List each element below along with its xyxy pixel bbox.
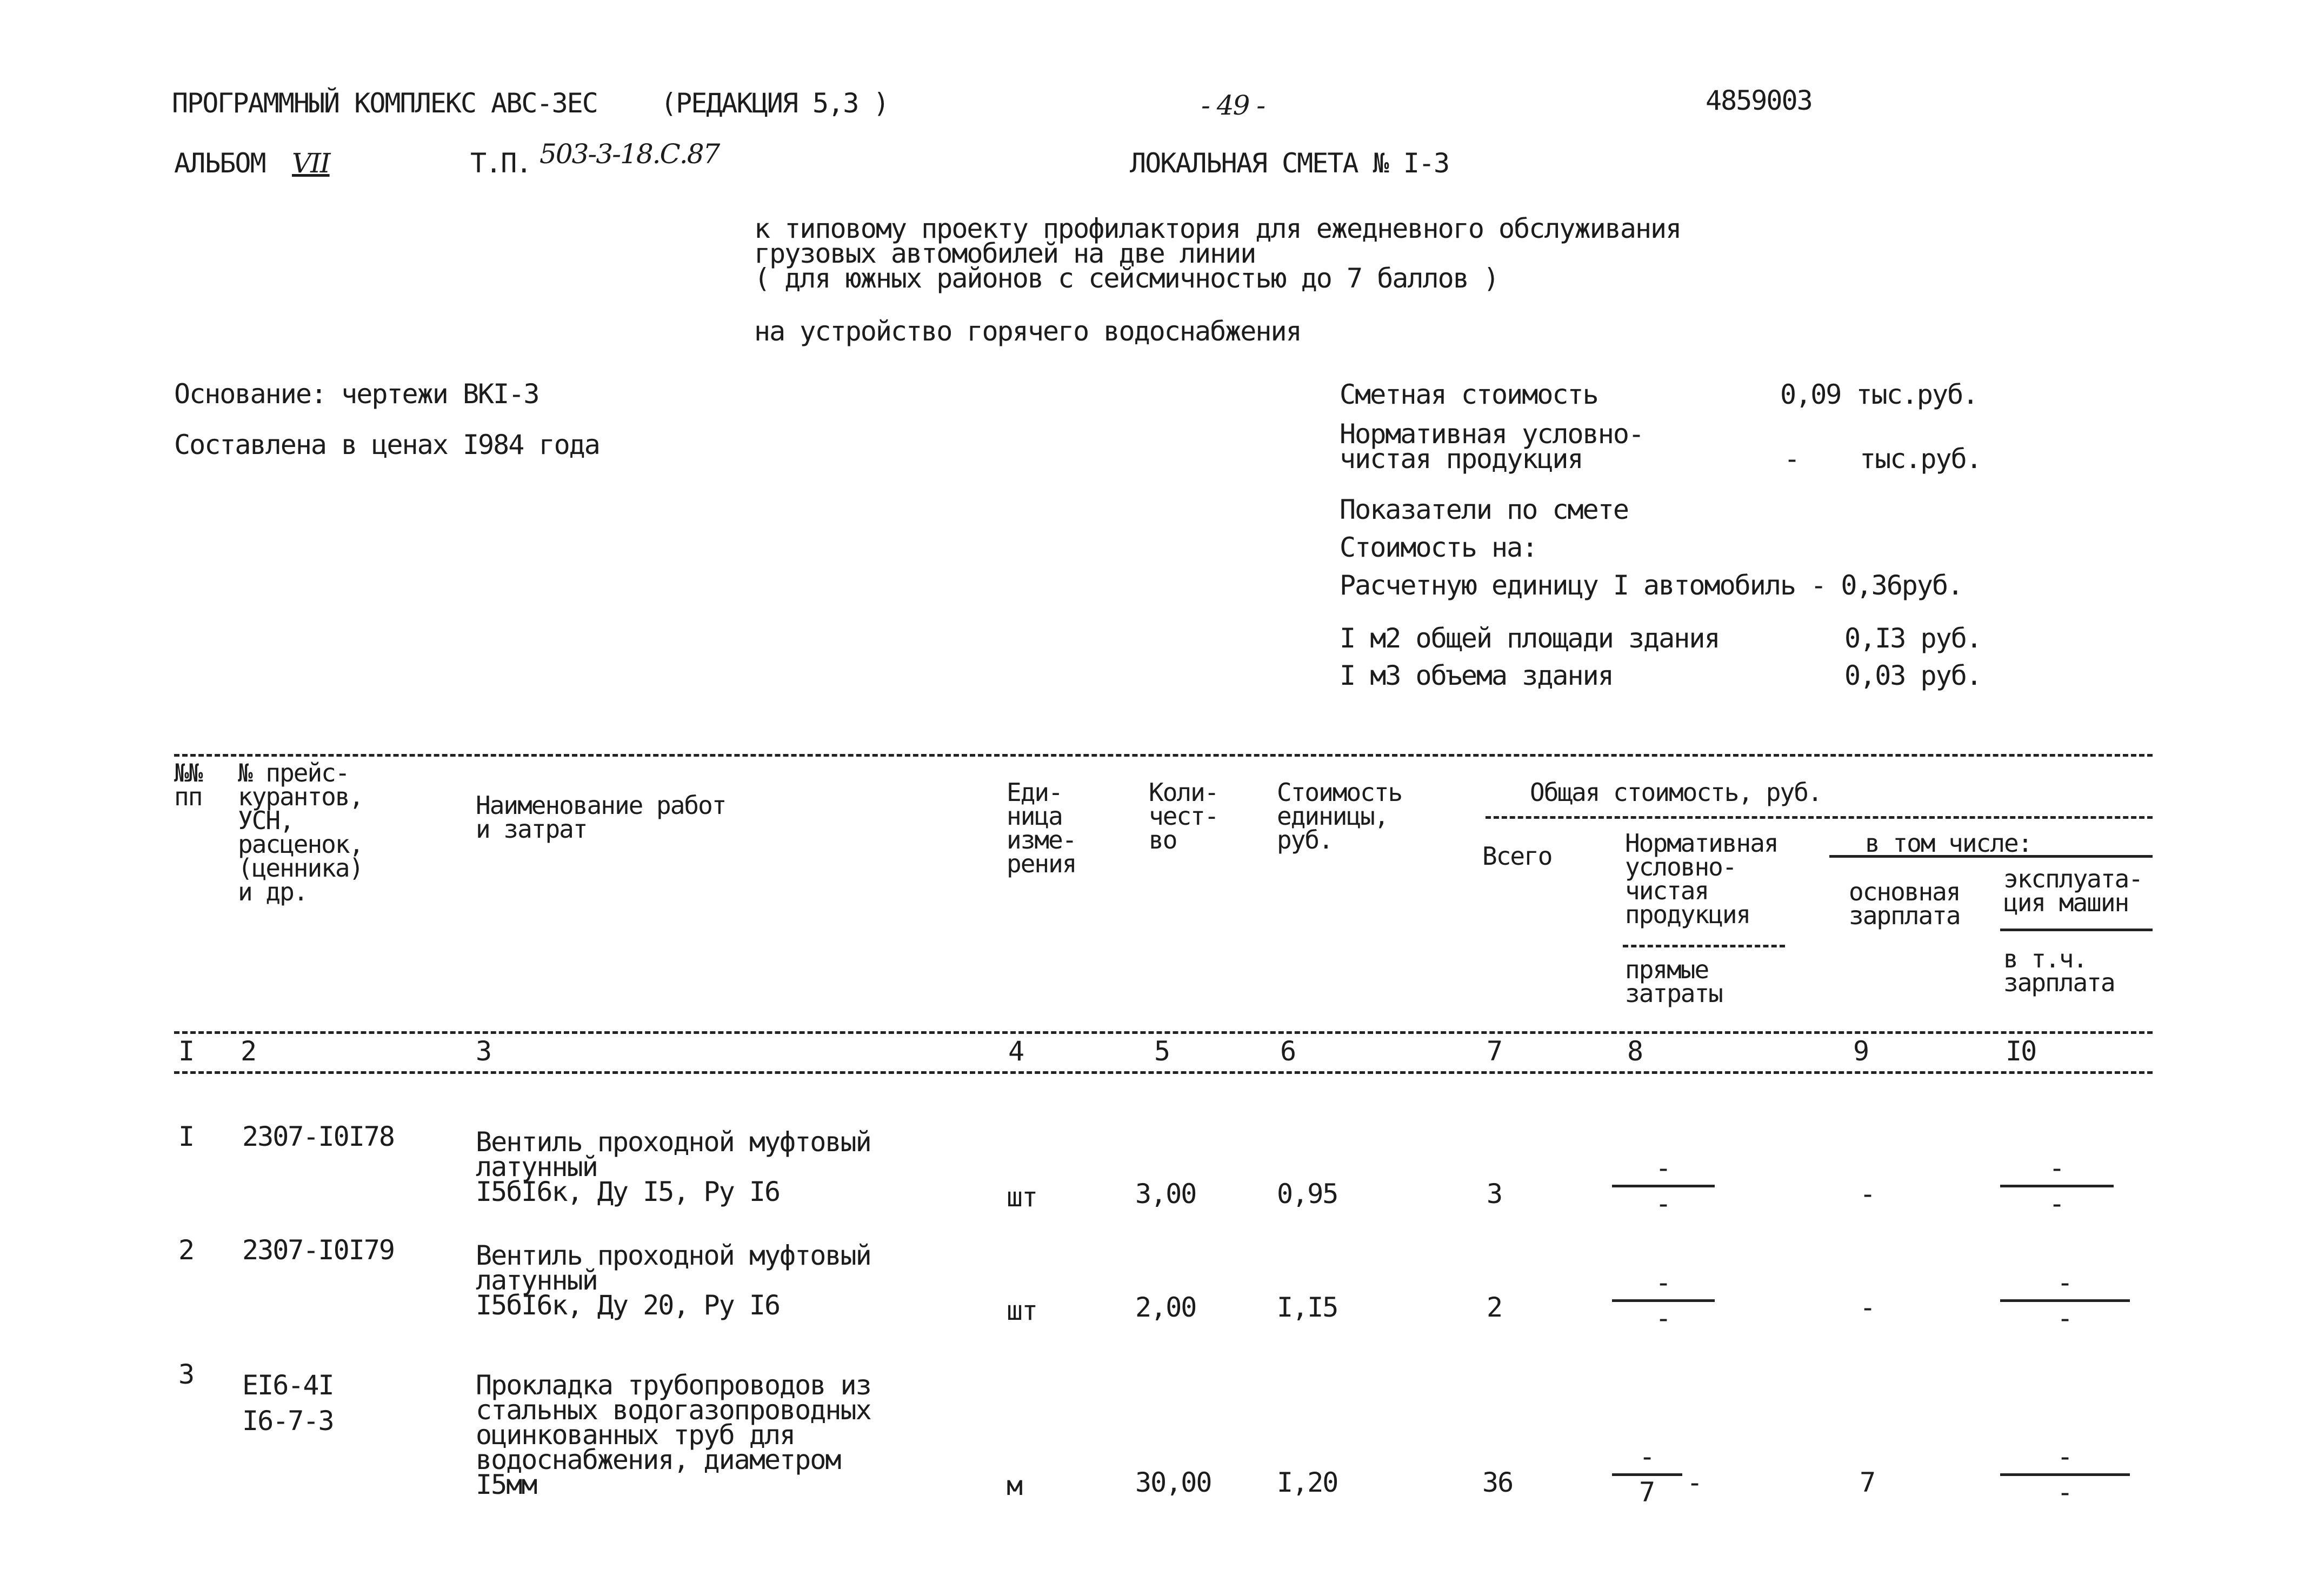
row-2-machine: -: [2056, 1267, 2074, 1298]
tp-number: 503-3-18.С.87: [539, 138, 720, 170]
row-3-machine: -: [2056, 1441, 2074, 1472]
row-2-unit: шт: [1007, 1295, 1037, 1326]
normative-label-2: чистая продукция: [1340, 443, 1583, 475]
row-3-normative-fraction: [1612, 1441, 1682, 1509]
fraction-bar: [2000, 1473, 2130, 1476]
indicators-label: Показатели по смете: [1340, 494, 1628, 525]
row-3-direct-costs: 7: [1638, 1477, 1656, 1508]
row-2-code: 2307-I0I79: [242, 1234, 395, 1266]
row-1-unit-price: 0,95: [1277, 1178, 1338, 1210]
program-title: ПРОГРАММНЫЙ КОМПЛЕКС АВС-ЗЕС: [172, 88, 597, 119]
row-1-name: Вентиль проходной муфтовый латунный I5бI6к, Ду I5, Ру I6: [476, 1126, 871, 1207]
row-1-base-salary: -: [1860, 1178, 1875, 1210]
per-unit-cost: Расчетную единицу I автомобиль - 0,36руб.: [1340, 570, 1963, 601]
basis-drawings: Основание: чертежи ВКI-3: [174, 378, 539, 410]
col-number: 3: [476, 1036, 491, 1067]
document-number: 4859003: [1706, 85, 1812, 116]
basis-prices: Составлена в ценах I984 года: [174, 429, 600, 460]
header-bottom-rule: [174, 1031, 2153, 1034]
row-1-normative-fraction: [1612, 1152, 1715, 1220]
row-2-machine-salary: -: [2056, 1303, 2074, 1334]
project-subject: на устройство горячего водоснабжения: [754, 316, 1301, 347]
row-3-unit: м: [1007, 1470, 1022, 1501]
header-unit: Еди- ница изме- рения: [1007, 778, 1076, 878]
table-top-rule: [174, 754, 2153, 757]
header-unit-cost: Стоимость единицы, руб.: [1277, 778, 1402, 854]
per-m3-label: I м3 объема здания: [1340, 660, 1613, 691]
fraction-bar: [1612, 1299, 1715, 1302]
normative-unit: тыс.руб.: [1860, 443, 1981, 475]
group-header-rule: [1486, 816, 2153, 819]
estimated-cost-label: Сметная стоимость: [1340, 379, 1598, 410]
header-quantity: Коли- чест- во: [1149, 778, 1218, 854]
row-1-number: I: [178, 1121, 194, 1152]
c8-sub-rule: [1623, 945, 1785, 947]
col-number: 9: [1853, 1036, 1869, 1067]
normative-dash: -: [1784, 443, 1800, 475]
row-3-total: 36: [1482, 1467, 1513, 1498]
project-line-3: ( для южных районов с сейсмичностью до 7 баллов ): [754, 263, 1499, 294]
header-machine-salary: в т.ч. зарплата: [2003, 944, 2115, 997]
col-number: I: [178, 1036, 194, 1067]
header-normative: Нормативная условно- чистая продукция: [1625, 829, 1778, 929]
fraction-bar: [2000, 1299, 2130, 1302]
header-price-code: № прейс- курантов, УСН, расценок, (ценника) и др.: [238, 758, 363, 906]
row-2-normative-fraction: [1612, 1267, 1715, 1335]
fraction-bar: [1612, 1185, 1715, 1187]
row-1-normative: -: [1655, 1152, 1672, 1184]
album-label: АЛЬБОМ: [174, 148, 265, 179]
col-number: 8: [1627, 1036, 1643, 1067]
row-3-quantity: 30,00: [1135, 1467, 1211, 1498]
col-number: 4: [1008, 1036, 1024, 1067]
estimate-title: ЛОКАЛЬНАЯ СМЕТА № I-3: [1130, 148, 1449, 179]
row-1-machine-fraction: [2000, 1152, 2114, 1220]
row-3-normative: -: [1638, 1441, 1656, 1472]
row-2-name: Вентиль проходной муфтовый латунный I5бI6к, Ду 20, Ру I6: [476, 1240, 871, 1321]
row-2-base-salary: -: [1860, 1292, 1875, 1323]
row-3-code: ЕI6-4I I6-7-3: [242, 1370, 334, 1437]
header-work-name: Наименование работ и затрат: [476, 791, 726, 844]
row-3-number: 3: [178, 1359, 194, 1390]
page-number: - 49 -: [1201, 90, 1265, 121]
header-row-number: №№ пп: [174, 758, 202, 811]
row-3-base-salary: 7: [1860, 1467, 1875, 1498]
normative-label-1: Нормативная условно-: [1340, 418, 1644, 450]
edition-label: (РЕДАКЦИЯ 5,3 ): [661, 88, 889, 119]
row-2-number: 2: [178, 1234, 194, 1266]
project-line-1: к типовому проекту профилактория для ежедневного обслуживания: [754, 213, 1681, 244]
row-2-total: 2: [1487, 1292, 1502, 1323]
header-total: Всего: [1482, 842, 1552, 871]
header-machine-operation: эксплуата- ция машин: [2003, 864, 2142, 917]
fraction-bar: [1612, 1473, 1682, 1476]
tp-label: Т.П.: [470, 148, 531, 179]
header-base-salary: основная зарплата: [1849, 877, 1960, 930]
header-direct-costs: прямые затраты: [1625, 955, 1722, 1008]
row-2-unit-price: I,I5: [1277, 1292, 1338, 1323]
row-1-direct-costs: -: [1655, 1188, 1672, 1219]
row-3-normative-dash: -: [1687, 1467, 1702, 1498]
row-3-machine-salary: -: [2056, 1477, 2074, 1508]
row-2-quantity: 2,00: [1135, 1292, 1196, 1323]
album-number: VII: [292, 148, 330, 179]
col-number: I0: [2006, 1036, 2036, 1067]
project-line-2: грузовых автомобилей на две линии: [754, 238, 1256, 269]
col-numbers-rule: [174, 1071, 2153, 1074]
header-total-group: Общая стоимость, руб.: [1530, 778, 1822, 807]
row-2-normative: -: [1655, 1267, 1672, 1298]
row-3-unit-price: I,20: [1277, 1467, 1338, 1498]
row-3-machine-fraction: [2000, 1441, 2130, 1509]
row-2-machine-fraction: [2000, 1267, 2130, 1335]
per-m2-label: I м2 общей площади здания: [1340, 623, 1720, 654]
row-1-machine-salary: -: [2048, 1188, 2066, 1219]
header-including: в том числе:: [1865, 829, 2032, 858]
col-number: 6: [1280, 1036, 1296, 1067]
cost-on-label: Стоимость на:: [1340, 532, 1537, 563]
row-3-name: Прокладка трубопроводов из стальных водогазопроводных оцинкованных труб для водоснабжения, диаметром I5мм: [476, 1370, 871, 1500]
row-1-quantity: 3,00: [1135, 1178, 1196, 1210]
per-m2-value: 0,I3 руб.: [1844, 623, 1981, 654]
row-1-total: 3: [1487, 1178, 1502, 1210]
row-2-direct-costs: -: [1655, 1303, 1672, 1334]
row-1-code: 2307-I0I78: [242, 1121, 395, 1152]
c10-sub-rule: [2000, 929, 2153, 931]
col-number: 7: [1487, 1036, 1502, 1067]
row-1-machine: -: [2048, 1152, 2066, 1184]
col-number: 2: [241, 1036, 256, 1067]
row-1-unit: шт: [1007, 1181, 1037, 1213]
per-m3-value: 0,03 руб.: [1844, 660, 1981, 691]
col-number: 5: [1154, 1036, 1170, 1067]
estimated-cost-value: 0,09 тыс.руб.: [1780, 379, 1978, 410]
fraction-bar: [2000, 1185, 2114, 1187]
